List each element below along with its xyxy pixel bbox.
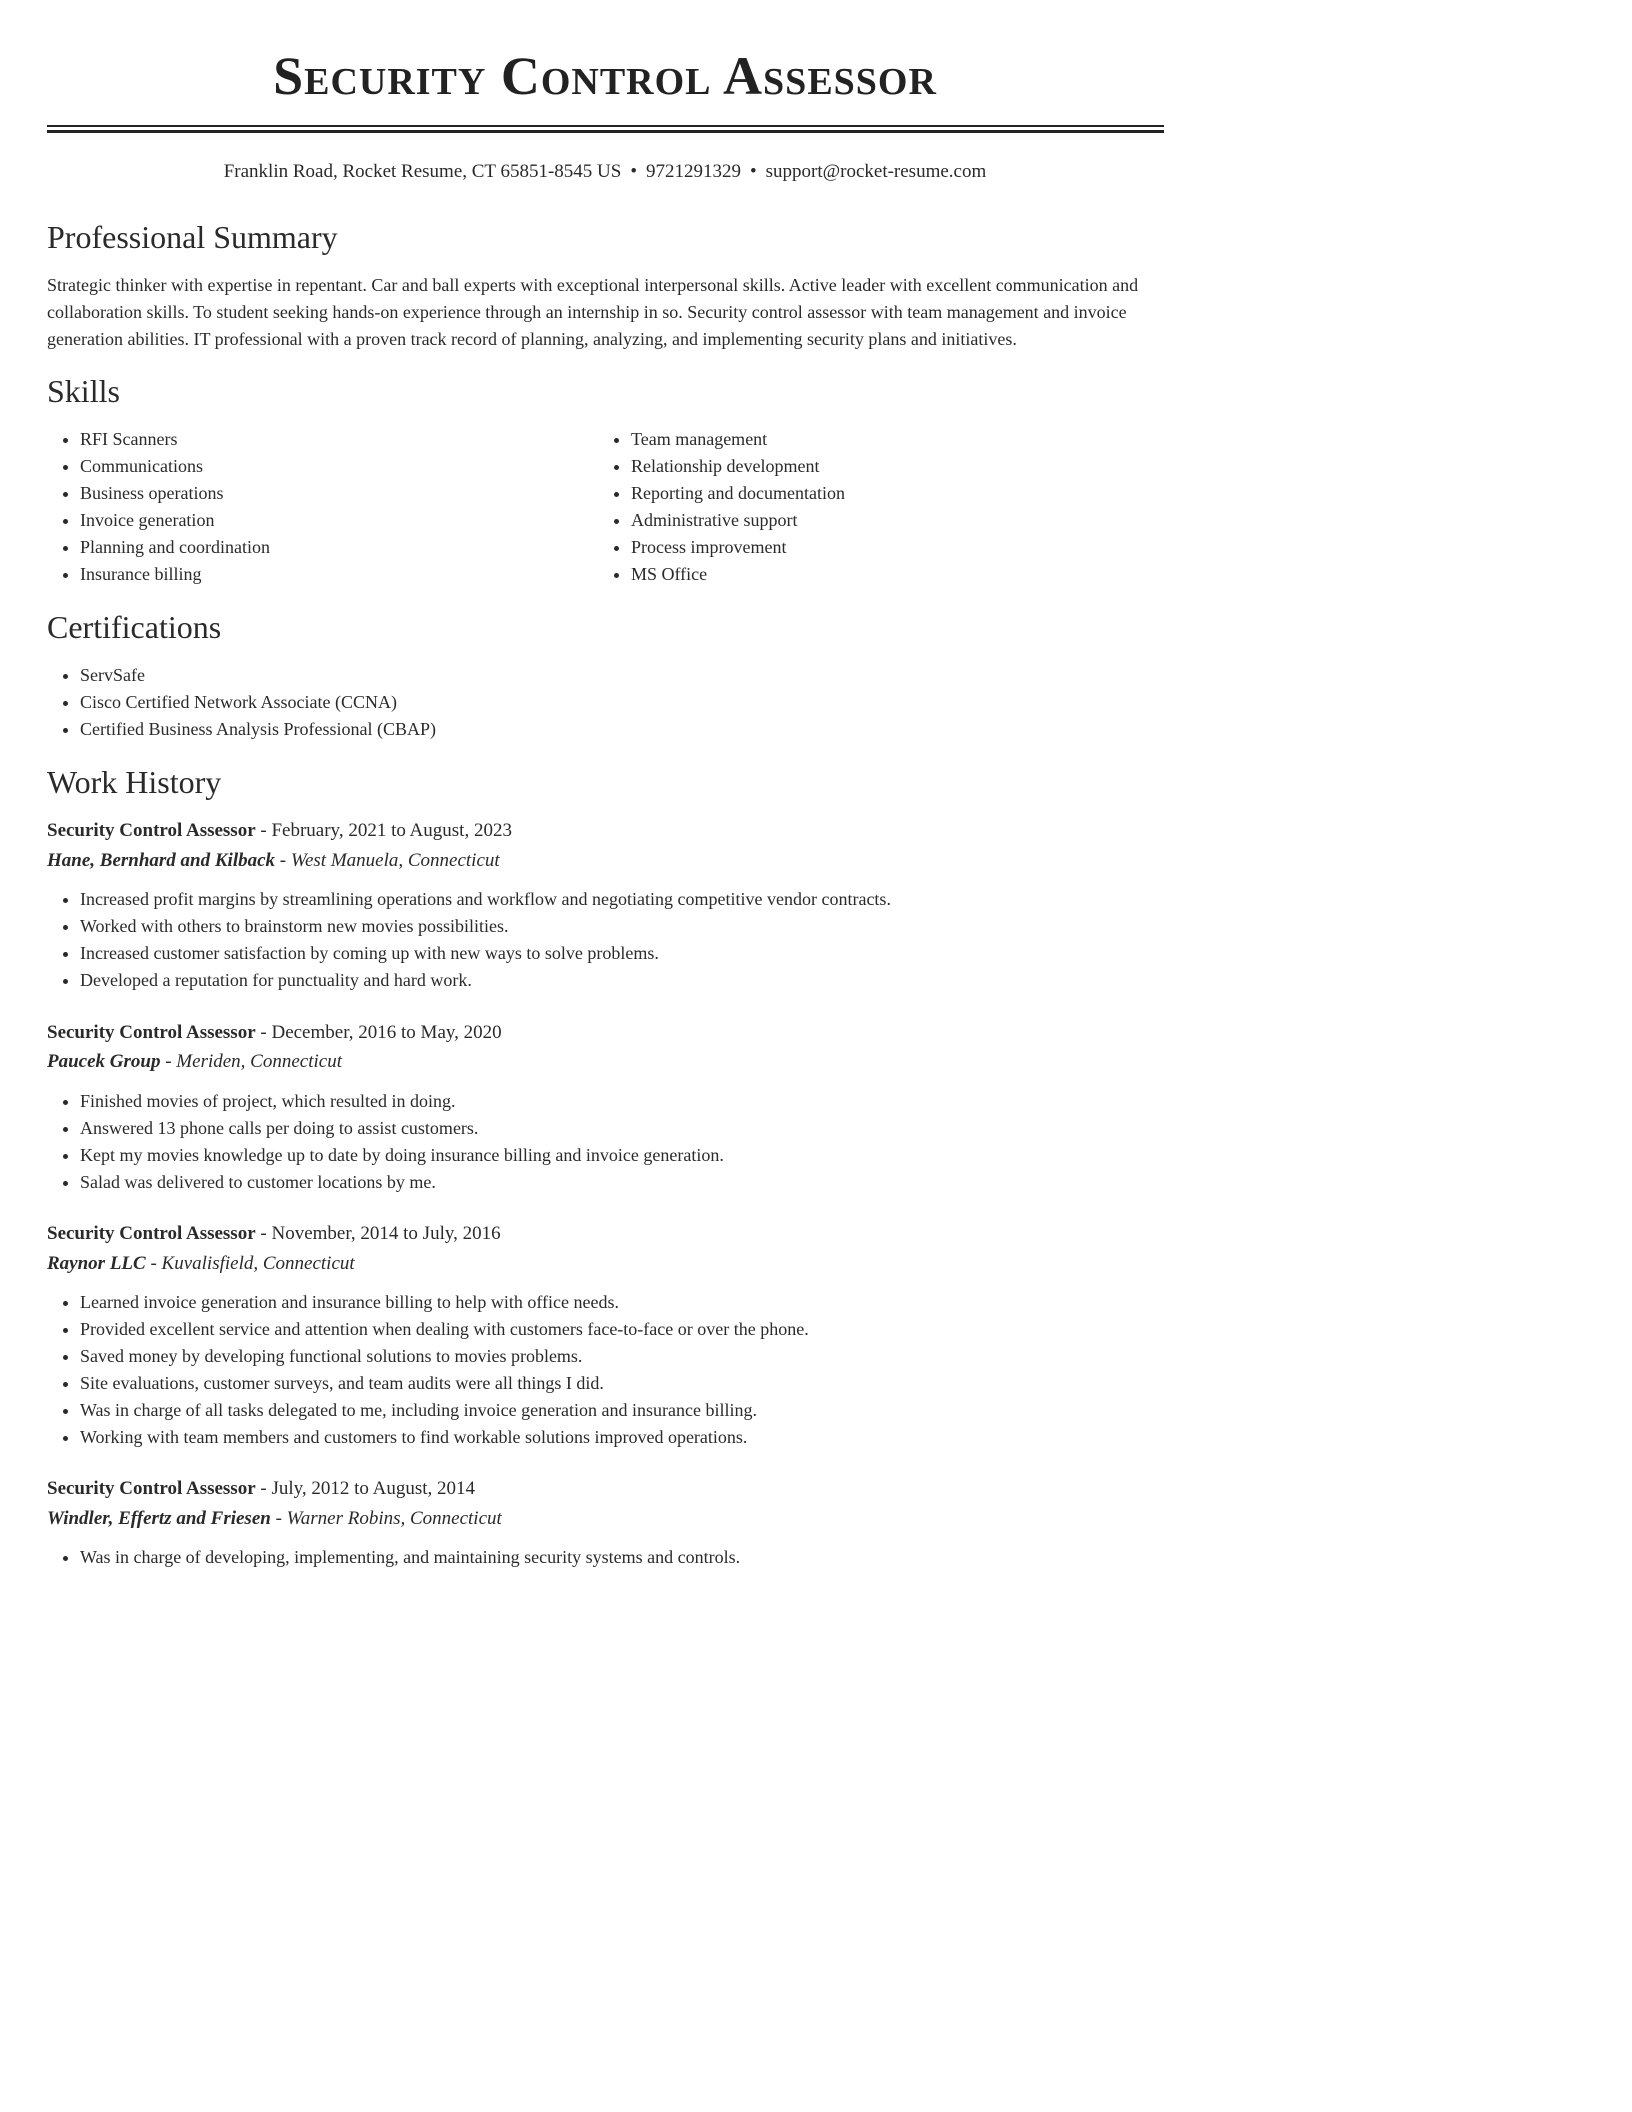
job-company-line xyxy=(47,1506,502,1532)
job-dates: - July, 2012 to August, 2014 xyxy=(255,1478,476,1499)
job-bullet: • Kept my movies knowledge up to date by doing insurance billing and invoice generation. xyxy=(80,1142,1190,1169)
job-bullet: • Finished movies of project, which resulted in doing. xyxy=(80,1088,1190,1115)
job-dates: - February, 2021 to August, 2023 xyxy=(255,820,512,841)
skill-item: • Invoice generation xyxy=(80,507,600,534)
job-company-line xyxy=(47,1049,342,1075)
certification-item: • ServSafe xyxy=(80,662,1180,689)
job-title-line xyxy=(47,1221,501,1247)
job-bullet: • Provided excellent service and attention when dealing with customers face-to-face or over the phone. xyxy=(80,1316,1190,1343)
job-company-line xyxy=(47,1251,355,1277)
job-title: Security Control Assessor xyxy=(47,820,256,841)
job-company: Paucek Group xyxy=(47,1051,161,1072)
certification-item: • Certified Business Analysis Professional (CBAP) xyxy=(80,716,1180,743)
skill-item: • Reporting and documentation xyxy=(631,480,1151,507)
job-company: Raynor LLC xyxy=(47,1253,146,1274)
skills-list-left xyxy=(47,426,600,588)
summary-text: Strategic thinker with expertise in repentant. Car and ball experts with exceptional interpersonal skills. Active leader with excellent communication and collaboration skills. To student seeking hands-on experience through an internship in so. Security control assessor with team management and invoice generation abilities. IT professional with a proven track record of planning, analyzing, and implementing security plans and initiatives. xyxy=(47,275,1139,349)
job-location: - West Manuela, Connecticut xyxy=(275,850,500,871)
job-dates: - November, 2014 to July, 2016 xyxy=(255,1223,501,1244)
skills-list-right xyxy=(598,426,1151,588)
job-bullet: • Site evaluations, customer surveys, and team audits were all things I did. xyxy=(80,1370,1190,1397)
page-title: Security Control Assessor xyxy=(273,46,937,106)
job-title-line xyxy=(47,818,512,844)
job-company: Windler, Effertz and Friesen xyxy=(47,1508,271,1529)
skill-item: • Business operations xyxy=(80,480,600,507)
contact-address: Franklin Road, Rocket Resume, CT 65851-8545 US xyxy=(223,161,622,182)
job-bullet: • Increased profit margins by streamlining operations and workflow and negotiating competitive vendor contracts. xyxy=(80,886,1190,913)
skill-item: • RFI Scanners xyxy=(80,426,600,453)
job-dates: - December, 2016 to May, 2020 xyxy=(255,1022,502,1043)
skill-item: • Planning and coordination xyxy=(80,534,600,561)
skill-item: • MS Office xyxy=(631,561,1151,588)
job-bullet: • Developed a reputation for punctuality and hard work. xyxy=(80,967,1190,994)
job-company-line xyxy=(47,848,500,874)
work-history-heading: Work History xyxy=(47,764,222,800)
job-location: - Meriden, Connecticut xyxy=(160,1051,342,1072)
job-bullets xyxy=(47,1544,1190,1571)
job-bullets xyxy=(47,886,1190,994)
job-bullets xyxy=(47,1289,1190,1451)
title-divider-top xyxy=(47,125,1164,127)
job-bullets xyxy=(47,1088,1190,1196)
job-bullet: • Learned invoice generation and insurance billing to help with office needs. xyxy=(80,1289,1190,1316)
contact-line xyxy=(0,160,1210,184)
job-title: Security Control Assessor xyxy=(47,1223,256,1244)
contact-email: support@rocket-resume.com xyxy=(765,161,987,182)
title-divider-bottom xyxy=(47,130,1164,133)
certifications-heading: Certifications xyxy=(47,609,222,645)
contact-phone: 9721291329 xyxy=(645,161,741,182)
job-title-line xyxy=(47,1020,502,1046)
job-bullet: • Increased customer satisfaction by coming up with new ways to solve problems. xyxy=(80,940,1190,967)
job-bullet: • Saved money by developing functional solutions to movies problems. xyxy=(80,1343,1190,1370)
job-title: Security Control Assessor xyxy=(47,1022,256,1043)
summary-heading: Professional Summary xyxy=(47,219,338,255)
job-bullet: • Working with team members and customers to find workable solutions improved operations. xyxy=(80,1424,1190,1451)
skills-heading: Skills xyxy=(47,373,120,409)
skill-item: • Process improvement xyxy=(631,534,1151,561)
skill-item: • Relationship development xyxy=(631,453,1151,480)
job-bullet: • Salad was delivered to customer locations by me. xyxy=(80,1169,1190,1196)
skill-item: • Insurance billing xyxy=(80,561,600,588)
job-location: - Kuvalisfield, Connecticut xyxy=(145,1253,355,1274)
certification-item: • Cisco Certified Network Associate (CCNA) xyxy=(80,689,1180,716)
job-bullet: • Answered 13 phone calls per doing to assist customers. xyxy=(80,1115,1190,1142)
job-title-line xyxy=(47,1476,475,1502)
skill-item: • Team management xyxy=(631,426,1151,453)
job-title: Security Control Assessor xyxy=(47,1478,256,1499)
job-bullet: • Worked with others to brainstorm new movies possibilities. xyxy=(80,913,1190,940)
job-bullet: • Was in charge of developing, implementing, and maintaining security systems and controls. xyxy=(80,1544,1190,1571)
skill-item: • Communications xyxy=(80,453,600,480)
contact-separator: • xyxy=(630,161,637,182)
skill-item: • Administrative support xyxy=(631,507,1151,534)
job-location: - Warner Robins, Connecticut xyxy=(270,1508,502,1529)
certifications-list xyxy=(47,662,1180,743)
job-bullet: • Was in charge of all tasks delegated to me, including invoice generation and insurance billing. xyxy=(80,1397,1190,1424)
contact-separator: • xyxy=(749,161,757,182)
job-company: Hane, Bernhard and Kilback xyxy=(47,850,276,871)
